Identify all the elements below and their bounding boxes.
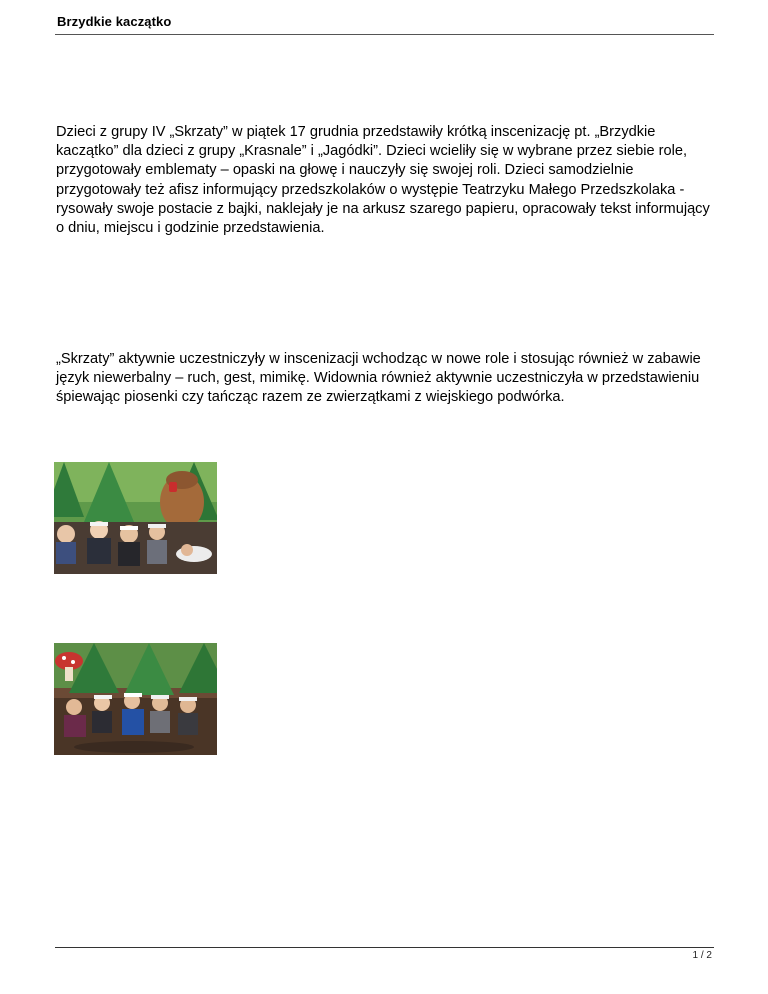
- page-number: 1 / 2: [692, 950, 712, 961]
- performance-photo-1-image: [54, 462, 217, 574]
- header-divider: [55, 34, 714, 35]
- performance-photo-2-image: [54, 643, 217, 755]
- performance-photo-1[interactable]: [54, 462, 217, 574]
- body-paragraph-2: „Skrzaty” aktywnie uczestniczyły w inscenizacji wchodząc w nowe role i stosując również w zabawie język niewerbalny – ruch, gest, mimikę. Widownia również aktywnie uczestniczyła w przedstawieniu śpiewając piosenki czy tańcząc razem ze zwierzątkami z wiejskiego podwórka.: [56, 351, 701, 406]
- footer-divider: [55, 947, 714, 948]
- page-title: Brzydkie kaczątko: [57, 14, 172, 29]
- performance-photo-2[interactable]: [54, 643, 217, 755]
- body-paragraph-1: Dzieci z grupy IV „Skrzaty” w piątek 17 grudnia przedstawiły krótką inscenizację pt. „Brzydkie kaczątko” dla dzieci z grupy „Krasnale” i „Jagódki”. Dzieci wcieliły się w wybrane przez siebie role, przygotowały emblematy – opaski na głowę i nauczyły się swojej roli. Dzieci samodzielnie przygotowały też afisz informujący przedszkolaków o występie Teatrzyku Małego Przedszkolaka - rysowały swoje postacie z bajki, naklejały je na arkusz szarego papieru, opracowały tekst informujący o dniu, miejscu i godzinie przedstawienia.: [56, 124, 710, 237]
